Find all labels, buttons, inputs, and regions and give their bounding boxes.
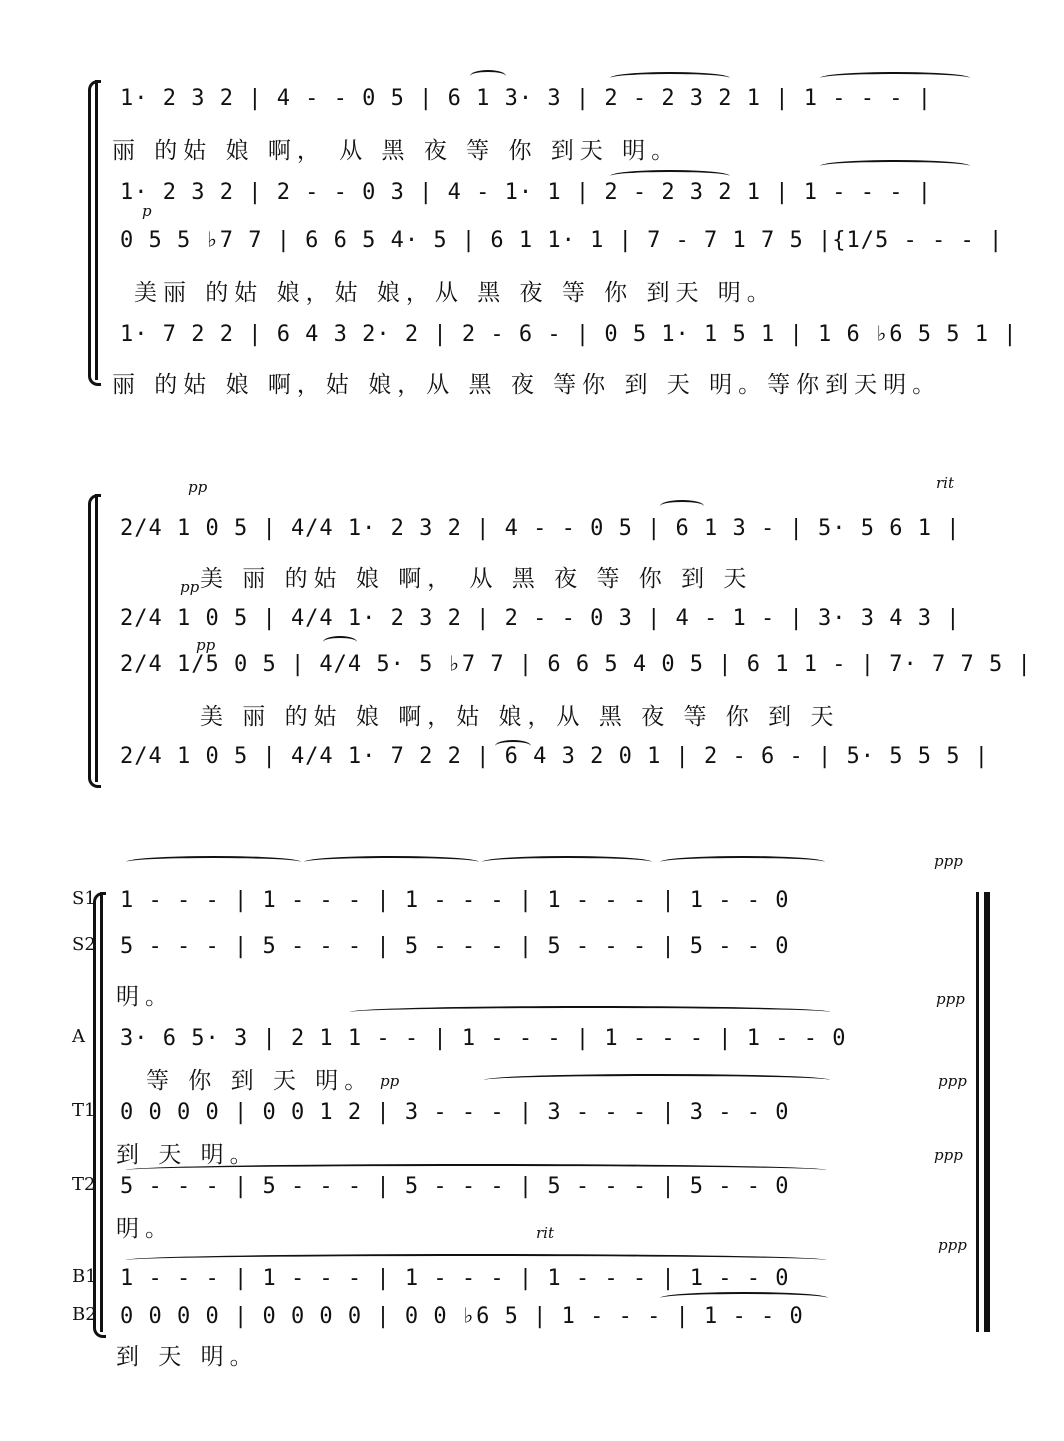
score-system-3 bbox=[0, 848, 1064, 1378]
notation-row-b2: 0 0 0 0 | 0 0 0 0 | 0 0 ♭6 5 | 1 - - - | 1 - - 0 bbox=[120, 1304, 804, 1329]
slur bbox=[323, 636, 357, 648]
slur bbox=[820, 160, 970, 172]
dynamic-mark: pp bbox=[188, 478, 208, 496]
tempo-mark: rit bbox=[536, 1224, 554, 1242]
lyric-row: 到 天 明。 bbox=[116, 1344, 259, 1370]
slur bbox=[660, 500, 704, 512]
slur bbox=[470, 70, 506, 82]
notation-row: 2/4 1 0 5 | 4/4 1· 2 3 2 | 4 - - 0 5 | 6 1 3 - | 5· 5 6 1 | bbox=[120, 516, 961, 541]
notation-row-b1: 1 - - - | 1 - - - | 1 - - - | 1 - - - | 1 - - 0 bbox=[120, 1266, 790, 1291]
final-barline bbox=[984, 892, 990, 1332]
lyric-row: 明。 bbox=[116, 1216, 174, 1242]
notation-row: 1· 7 2 2 | 6 4 3 2· 2 | 2 - 6 - | 0 5 1· 1 5 1 | 1 6 ♭6 5 5 1 | bbox=[120, 322, 1018, 347]
notation-row: 2/4 1 0 5 | 4/4 1· 7 2 2 | 6 4 3 2 0 1 | 2 - 6 - | 5· 5 5 5 | bbox=[120, 744, 989, 769]
score-system-2 bbox=[0, 470, 1064, 790]
slur bbox=[304, 856, 479, 868]
notation-row-t2: 5 - - - | 5 - - - | 5 - - - | 5 - - - | 5 - - 0 bbox=[120, 1174, 790, 1199]
system-bracket bbox=[88, 80, 101, 386]
part-label-b2: B2 bbox=[72, 1304, 97, 1325]
notation-row: 0 5 5 ♭7 7 | 6 6 5 4· 5 | 6 1 1· 1 | 7 - 7 1 7 5 |{1/5 - - - | bbox=[120, 228, 1004, 253]
dynamic-mark: p bbox=[142, 202, 152, 220]
score-system-1 bbox=[0, 60, 1064, 400]
notation-row-a: 3· 6 5· 3 | 2 1 1 - - | 1 - - - | 1 - - - | 1 - - 0 bbox=[120, 1026, 847, 1051]
part-label-b1: B1 bbox=[72, 1266, 97, 1287]
slur bbox=[660, 1292, 828, 1304]
slur bbox=[820, 72, 970, 84]
lyric-row: 美 丽 的姑 娘 啊， 从 黑 夜 等 你 到 天 bbox=[200, 566, 753, 592]
slur bbox=[610, 72, 730, 84]
dynamic-mark: ppp bbox=[938, 1072, 967, 1090]
dynamic-mark: ppp bbox=[938, 1236, 967, 1254]
notation-row: 1· 2 3 2 | 4 - - 0 5 | 6 1 3· 3 | 2 - 2 3 2 1 | 1 - - - | bbox=[120, 86, 932, 111]
lyric-row: 等 你 到 天 明。 bbox=[146, 1068, 374, 1094]
slur bbox=[482, 856, 652, 868]
part-label-t2: T2 bbox=[72, 1174, 96, 1195]
part-label-a: A bbox=[72, 1026, 85, 1047]
part-label-s2: S2 bbox=[72, 934, 96, 955]
dynamic-mark: ppp bbox=[934, 852, 963, 870]
slur bbox=[660, 856, 825, 868]
slur bbox=[126, 1254, 826, 1266]
lyric-row: 美 丽 的姑 娘 啊，姑 娘，从 黑 夜 等 你 到 天 bbox=[200, 704, 840, 730]
notation-row: 2/4 1 0 5 | 4/4 1· 2 3 2 | 2 - - 0 3 | 4 - 1 - | 3· 3 4 3 | bbox=[120, 606, 961, 631]
final-barline bbox=[976, 892, 979, 1332]
part-label-s1: S1 bbox=[72, 888, 96, 909]
dynamic-mark: pp bbox=[380, 1072, 400, 1090]
dynamic-mark: pp bbox=[180, 578, 200, 596]
lyric-row: 到 天 明。 bbox=[116, 1142, 259, 1168]
notation-row-s2: 5 - - - | 5 - - - | 5 - - - | 5 - - - | 5 - - 0 bbox=[120, 934, 790, 959]
lyric-row: 丽 的姑 娘 啊， 从 黑 夜 等 你 到天 明。 bbox=[112, 138, 681, 164]
part-label-t1: T1 bbox=[72, 1100, 96, 1121]
dynamic-mark: ppp bbox=[936, 990, 965, 1008]
slur bbox=[350, 1006, 830, 1018]
dynamic-mark: ppp bbox=[934, 1146, 963, 1164]
lyric-row: 丽 的姑 娘 啊，姑 娘，从 黑 夜 等你 到 天 明。等你到天明。 bbox=[112, 372, 942, 398]
notation-row: 2/4 1/5 0 5 | 4/4 5· 5 ♭7 7 | 6 6 5 4 0 5 | 6 1 1 - | 7· 7 7 5 | bbox=[120, 652, 1032, 677]
lyric-row: 美丽 的姑 娘，姑 娘，从 黑 夜 等 你 到天 明。 bbox=[134, 280, 776, 306]
dynamic-mark: pp bbox=[196, 636, 216, 654]
system-bracket bbox=[88, 494, 101, 788]
notation-row-s1: 1 - - - | 1 - - - | 1 - - - | 1 - - - | 1 - - 0 bbox=[120, 888, 790, 913]
notation-row-t1: 0 0 0 0 | 0 0 1 2 | 3 - - - | 3 - - - | 3 - - 0 bbox=[120, 1100, 790, 1125]
tempo-mark: rit bbox=[936, 474, 954, 492]
notation-row: 1· 2 3 2 | 2 - - 0 3 | 4 - 1· 1 | 2 - 2 3 2 1 | 1 - - - | bbox=[120, 180, 932, 205]
slur bbox=[484, 1074, 830, 1086]
slur bbox=[126, 856, 301, 868]
lyric-row: 明。 bbox=[116, 984, 174, 1010]
